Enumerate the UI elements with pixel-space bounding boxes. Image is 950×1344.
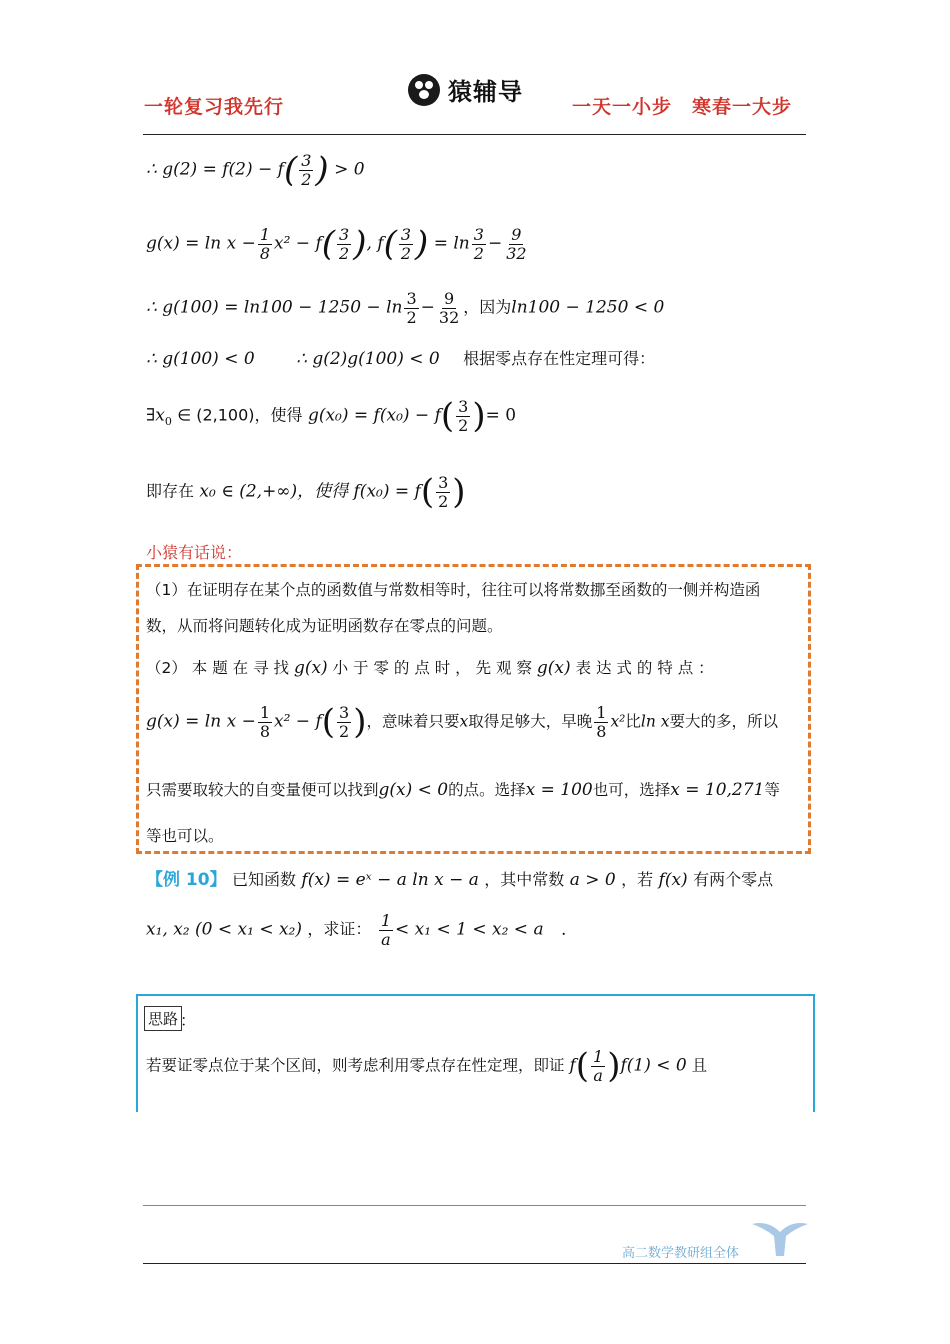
- header-left-slogan: 一轮复习我先行: [144, 96, 285, 118]
- proof-line-2: g(x) = ln x − $\frac{1}{8}$ x² − f( $\frac{3}{2}$ ), f( $\frac{3}{2}$ ) = ln $\frac{3}{2}$ − $\frac{9}{32}$: [146, 224, 527, 265]
- footer-divider-bottom: [143, 1263, 806, 1264]
- talk-p2: （2） 本 题 在 寻 找 g(x) 小 于 零 的 点 时 ， 先 观 察 g(x) 表 达 式 的 特 点 ：: [146, 658, 714, 678]
- header-divider: [143, 134, 806, 135]
- example-tag: 【例 10】: [146, 870, 227, 890]
- thinking-text: 若要证零点位于某个区间，则考虑利用零点存在性定理，即证 f( $\frac{1}{a}$ )f(1) < 0 且: [146, 1046, 708, 1087]
- footer-text: 高二数学教研组全体: [622, 1246, 740, 1261]
- proof-line-5: $\exists x_0$ ∈ (2,100)，使得 g(x₀) = f(x₀) − f( $\frac{3}{2}$ )= 0: [146, 396, 517, 437]
- talk-p5: 等也可以。: [146, 827, 224, 845]
- proof-line-1: ∴ g(2) = f(2) − f( $\frac{3}{2}$ ) > 0: [146, 150, 365, 191]
- thinking-label: 思路: [144, 1006, 182, 1031]
- footer-logo-icon: [750, 1218, 810, 1258]
- brand-name: 猿辅导: [448, 78, 523, 106]
- header-right-slogan: 一天一小步 寒春一大步: [571, 96, 792, 118]
- proof-line-6: 即存在 x₀ ∈ (2,+∞)，使得 f(x₀) = f( $\frac{3}{2}$ ): [146, 472, 466, 513]
- footer-divider-top: [143, 1205, 806, 1206]
- talk-p1-line1: （1）在证明存在某个点的函数值与常数相等时，往往可以将常数挪至函数的一侧并构造函: [146, 581, 761, 599]
- example-line-1: 【例 10】 已知函数 f(x) = eˣ − a ln x − a ，其中常数 a > 0 ，若 f(x) 有两个零点: [146, 870, 774, 890]
- talk-title: 小猿有话说：: [146, 543, 243, 562]
- talk-p3: g(x) = ln x − $\frac{1}{8}$ x² − f( $\frac{3}{2}$ )，意味着只要x取得足够大，早晚 $\frac{1}{8}$ x²比ln x要大的多，所以: [146, 702, 779, 743]
- example-line-2: x₁, x₂ (0 < x₁ < x₂) ，求证： $\frac{1}{a}$ < x₁ < 1 < x₂ < a .: [146, 911, 567, 949]
- thinking-colon: ：: [180, 1011, 197, 1030]
- talk-p4: 只需要取较大的自变量便可以找到g(x) < 0的点。选择x = 100也可，选择x = 10,271等: [146, 780, 780, 800]
- brand-logo: [408, 72, 523, 107]
- talk-p1-line2: 数，从而将问题转化成为证明函数存在零点的问题。: [146, 617, 503, 635]
- brand-logo-icon: [408, 74, 440, 106]
- proof-line-4: ∴ g(100) < 0 ∴ g(2)g(100) < 0 根据零点存在性定理可得：: [146, 349, 656, 369]
- proof-line-3: ∴ g(100) = ln100 − 1250 − ln $\frac{3}{2}$ − $\frac{9}{32}$ ，因为ln100 − 1250 < 0: [146, 289, 665, 327]
